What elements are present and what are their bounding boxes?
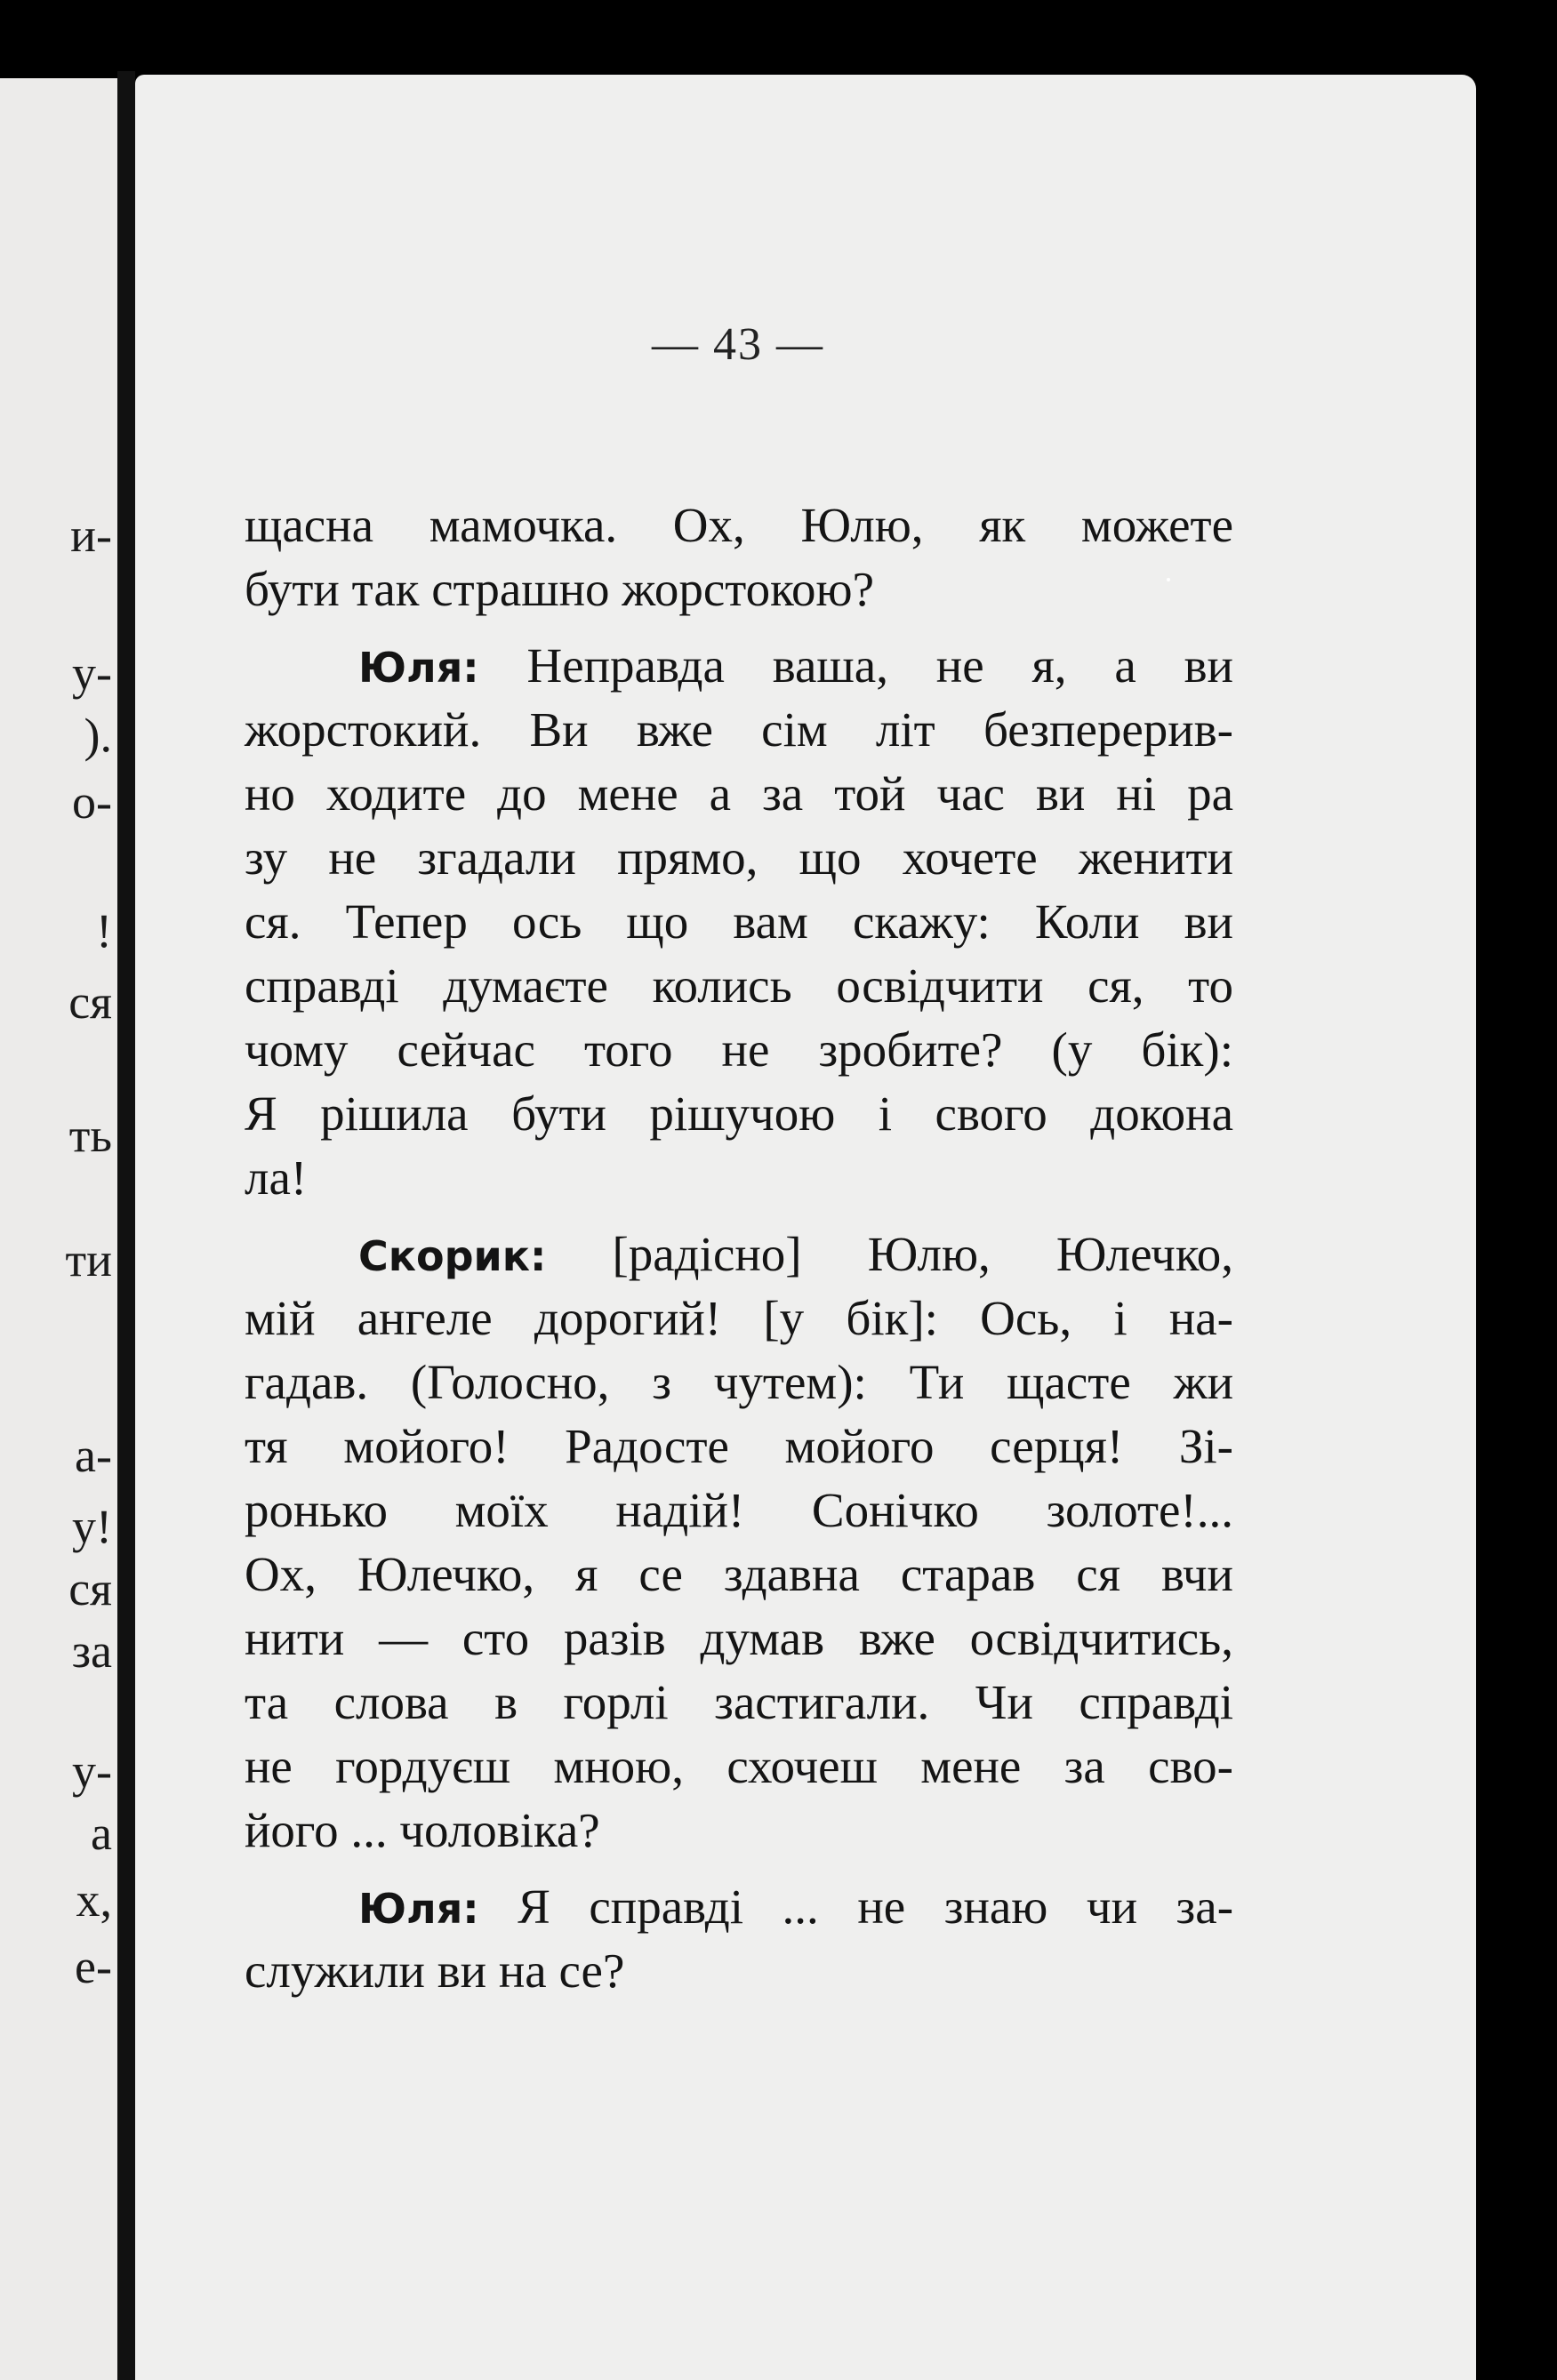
speaker-name: Скорик:: [358, 1232, 547, 1280]
previous-page-fragment: ся: [68, 975, 112, 1029]
page-text: [245, 493, 1233, 2003]
previous-page-fragment: ).: [84, 709, 112, 762]
text-line: Я рішила бути рішучою і свого докона: [245, 1086, 1233, 1141]
text-line: [245, 1222, 1233, 1286]
previous-page-fragment: е-: [75, 1940, 112, 1993]
previous-page-fragment: а-: [75, 1429, 112, 1482]
text-line: тя мойого! Радосте мойого серця! Зі-: [245, 1419, 1233, 1473]
text-line: його ... чоловіка?: [245, 1803, 600, 1857]
text-line: та слова в горлі застигали. Чи справді: [245, 1675, 1233, 1729]
text-line: [245, 634, 1233, 698]
previous-page-fragment: у!: [72, 1500, 112, 1553]
text-line: но ходите до мене а за той час ви ні ра: [245, 766, 1233, 821]
text-line: ронько моїх надій! Сонічко золоте!...: [245, 1483, 1233, 1537]
speaker-name: Юля:: [358, 1885, 479, 1933]
text-line: ся. Тепер ось що вам скажу: Коли ви: [245, 894, 1233, 949]
previous-page-edge: [0, 78, 117, 2380]
text-line: зу не згадали прямо, що хочете женити: [245, 830, 1233, 885]
speaker-name: Юля:: [358, 644, 479, 692]
text-line: чому сейчас того не зробите? (у бік):: [245, 1022, 1233, 1077]
speech-text: [радісно] Юлю, Юлечко,: [612, 1227, 1233, 1281]
speech-text: Неправда ваша, не я, а ви: [526, 638, 1233, 693]
text-line: не гордуєш мною, схочеш мене за сво-: [245, 1739, 1233, 1793]
text-line: ла!: [245, 1150, 308, 1205]
paper-speck: [1167, 578, 1170, 581]
page-number: — 43 —: [652, 319, 824, 370]
speech-text: Я справді ... не знаю чи за-: [518, 1879, 1234, 1934]
previous-page-fragment: !: [96, 904, 112, 958]
text-line: справді думаєте колись освідчити ся, то: [245, 958, 1233, 1013]
previous-page-fragment: х,: [76, 1873, 112, 1927]
previous-page-fragment: ти: [65, 1233, 112, 1286]
previous-page-fragment: ся: [68, 1562, 112, 1615]
text-line: нити — сто разів думав вже освідчитись,: [245, 1611, 1233, 1665]
previous-page-fragment: ть: [68, 1109, 112, 1162]
text-line: бути так страшно жорстокою?: [245, 562, 875, 616]
previous-page-fragment: у-: [72, 1744, 112, 1798]
text-line: мій ангеле дорогий! [у бік]: Ось, і на-: [245, 1291, 1233, 1345]
previous-page-fragment: и-: [70, 509, 112, 562]
text-line: служили ви на се?: [245, 1943, 625, 1998]
text-line: щасна мамочка. Ох, Юлю, як можете: [245, 498, 1233, 552]
previous-page-fragment: а: [91, 1807, 112, 1860]
text-line: жорстокий. Ви вже сім літ безперерив-: [245, 702, 1233, 757]
book-gutter: [117, 71, 135, 2380]
previous-page-fragment: у-: [72, 646, 112, 700]
previous-page-fragment: о-: [72, 775, 112, 829]
previous-page-fragment: за: [71, 1624, 112, 1678]
text-line: Ох, Юлечко, я се здавна старав ся вчи: [245, 1547, 1233, 1601]
text-line: гадав. (Голосно, з чутем): Ти щасте жи: [245, 1355, 1233, 1409]
text-line: [245, 1875, 1233, 1939]
